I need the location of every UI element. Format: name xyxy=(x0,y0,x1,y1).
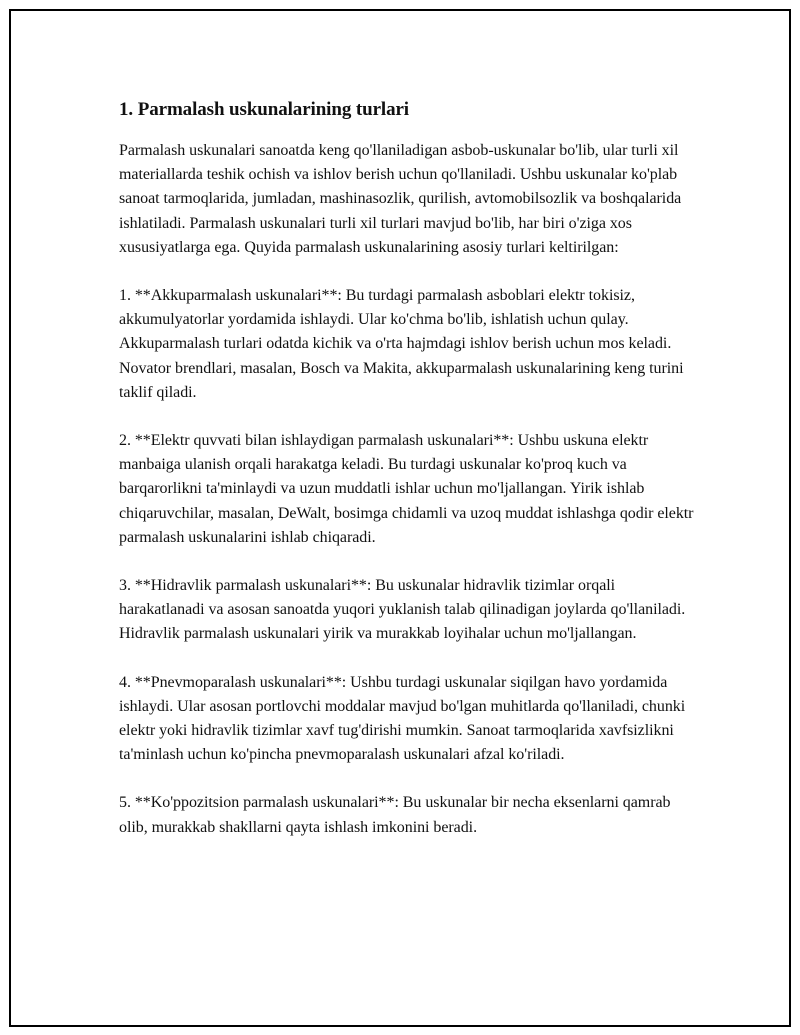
section-heading: 1. Parmalash uskunalarining turlari xyxy=(119,99,409,120)
page-frame xyxy=(9,9,791,1027)
intro-paragraph: Parmalash uskunalari sanoatda keng qo'llaniladigan asbob-uskunalar bo'lib, ular turli xil materiallarda teshik ochish va ishlov berish uchun qo'llaniladi. Ushbu uskunalar ko'plab sanoat tarmoqlarida, jumladan, mashinasozlik, qurilish, avtomobilsozlik va boshqalarida ishlatiladi. Parmalash uskunalari turli xil turlari mavjud bo'lib, har biri o'ziga xos xususiyatlarga ega. Quyida parmalash uskunalarining asosiy turlari keltirilgan: xyxy=(119,142,682,256)
list-item-elektr: 2. **Elektr quvvati bilan ishlaydigan parmalash uskunalari**: Ushbu uskuna elektr manbaiga ulanish orqali harakatga keladi. Bu turdagi uskunalar ko'proq kuch va barqarorlikni ta'minlaydi va uzun muddatli ishlar uchun mo'ljallangan. Yirik ishlab chiqaruvchilar, masalan, DeWalt, bosimga chidamli va uzoq muddat ishlashga qodir elektr parmalash uskunalarini ishlab chiqaradi. xyxy=(119,432,694,546)
list-item-koppozitsion: 5. **Ko'ppozitsion parmalash uskunalari**: Bu uskunalar bir necha eksenlarni qamrab olib, murakkab shakllarni qayta ishlash imkonini beradi. xyxy=(119,794,671,836)
list-item-hidravlik: 3. **Hidravlik parmalash uskunalari**: Bu uskunalar hidravlik tizimlar orqali harakatlanadi va asosan sanoatda yuqori yuklanish talab qilinadigan joylarda qo'llaniladi. Hidravlik parmalash uskunalari yirik va murakkab loyihalar uchun mo'ljallangan. xyxy=(119,577,686,643)
list-item-pnevmoparalash: 4. **Pnevmoparalash uskunalari**: Ushbu turdagi uskunalar siqilgan havo yordamida ishlaydi. Ular asosan portlovchi moddalar mavjud bo'lgan muhitlarda qo'llaniladi, chunki elektr yoki hidravlik tizimlar xavf tug'dirishi mumkin. Sanoat tarmoqlarida xavfsizlikni ta'minlash uchun ko'pincha pnevmoparalash uskunalari afzal ko'riladi. xyxy=(119,673,686,764)
list-item-akkuparmalash: 1. **Akkuparmalash uskunalari**: Bu turdagi parmalash asboblari elektr tokisiz, akkumulyatorlar yordamida ishlaydi. Ular ko'chma bo'lib, ishlatish uchun qulay. Akkuparmalash turlari odatda kichik va o'rta hajmdagi ishlov berish uchun mos keladi. Novator brendlari, masalan, Bosch va Makita, akkuparmalash uskunalarining keng turini taklif qiladi. xyxy=(119,287,684,401)
document-body xyxy=(119,95,694,840)
